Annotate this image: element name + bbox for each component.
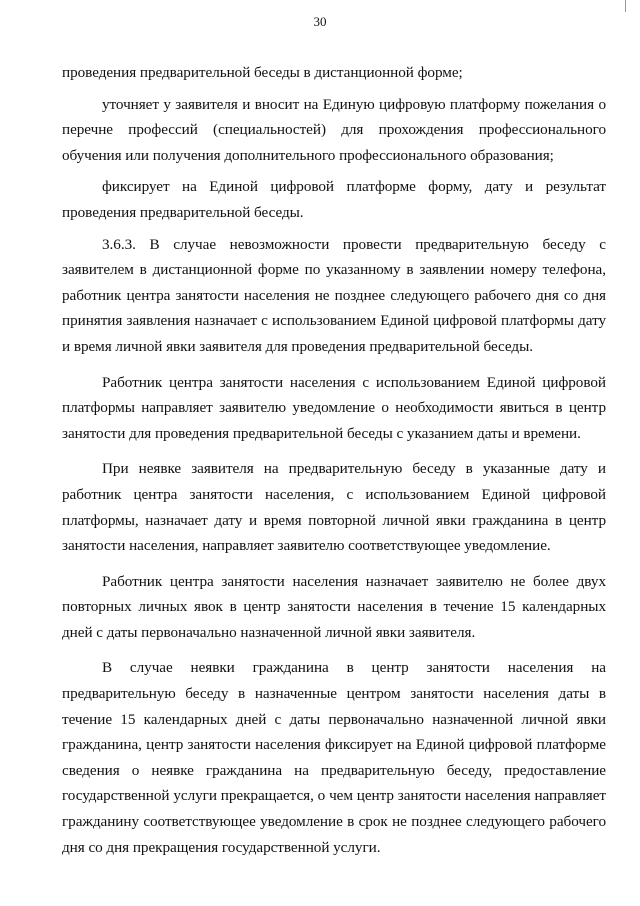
paragraph-1: проведения предварительной беседы в дистанционной форме; — [62, 64, 463, 81]
paragraph-5: Работник центра занятости населения с использованием Единой цифровой платформы направляет заявителю уведомление о необходимости явиться в центр занятости для проведения предварительной беседы с указанием даты и времени. — [62, 373, 606, 442]
page-number: 30 — [313, 14, 327, 29]
document-body — [62, 60, 606, 860]
paragraph-4: 3.6.3. В случае невозможности провести предварительную беседу с заявителем в дистанционной форме по указанному в заявлении номеру телефона, работник центра занятости населения не позднее следующего рабочего дня со дня принятия заявления назначает с использованием Единой цифровой платформы дату и время личной явки заявителя для проведения предварительной беседы. — [62, 235, 606, 355]
paragraph-2: уточняет у заявителя и вносит на Единую цифровую платформу пожелания о перечне профессий (специальностей) для прохождения профессионального обучения или получения дополнительного профессионального образования; — [62, 95, 606, 164]
paragraph-7: Работник центра занятости населения назначает заявителю не более двух повторных личных явок в центр занятости населения в течение 15 календарных дней с даты первоначально назначенной личной явки заявителя. — [62, 572, 606, 641]
paragraph-3: фиксирует на Единой цифровой платформе форму, дату и результат проведения предварительной беседы. — [62, 178, 606, 221]
paragraph-6: При неявке заявителя на предварительную беседу в указанные дату и работник центра занятости населения, с использованием Единой цифровой платформы, назначает дату и время повторной личной явки гражданина в центр занятости населения, направляет заявителю соответствующее уведомление. — [62, 460, 606, 555]
scan-edge-mark — [625, 0, 626, 12]
paragraph-8: В случае неявки гражданина в центр занятости населения на предварительную беседу в назначенные центром занятости населения даты в течение 15 календарных дней с даты первоначально назначенной личной явки гражданина, центр занятости населения фиксирует на Единой цифровой платформе сведения о неявке гражданина на предварительную беседу, предоставление государственной услуги прекращается, о чем центр занятости населения направляет гражданину соответствующее уведомление в срок не позднее следующего рабочего дня со дня прекращения государственной услуги. — [62, 659, 606, 856]
